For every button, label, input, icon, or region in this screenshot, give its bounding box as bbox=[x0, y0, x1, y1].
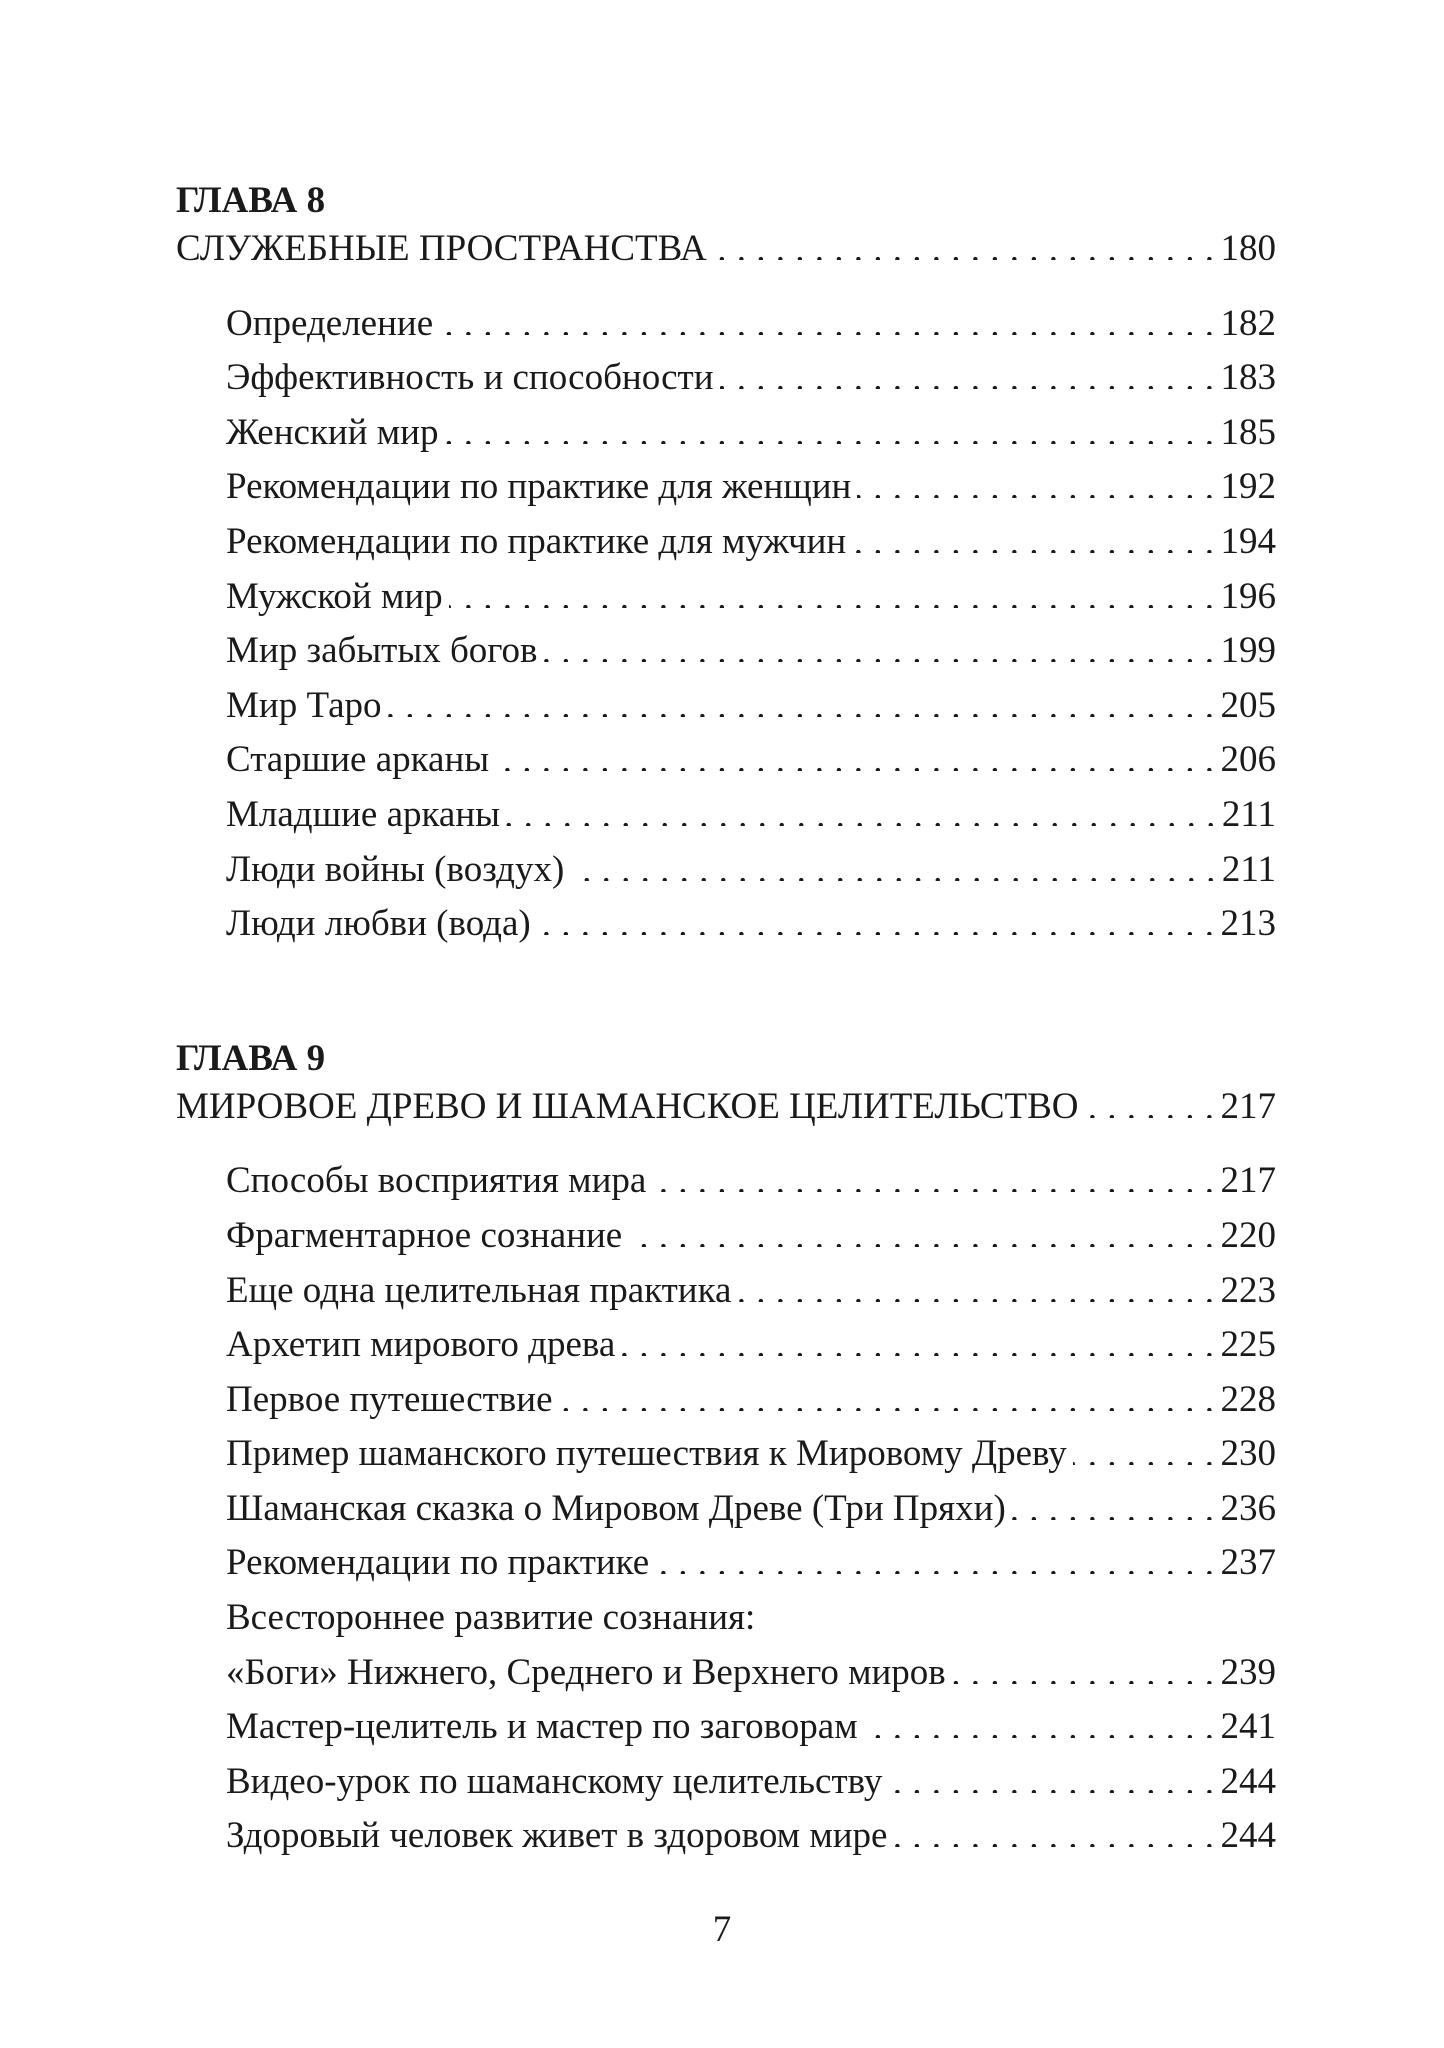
toc-entry[interactable] bbox=[176, 1482, 1276, 1537]
page-number: 241 bbox=[1220, 1706, 1276, 1748]
page-number: 182 bbox=[1220, 302, 1276, 344]
dot-leader bbox=[713, 223, 1215, 260]
page-number: 180 bbox=[1220, 228, 1276, 269]
toc-entry[interactable] bbox=[176, 1373, 1276, 1428]
dot-leader bbox=[655, 1537, 1214, 1574]
page-number: 217 bbox=[1220, 1160, 1276, 1202]
toc-entry[interactable] bbox=[176, 1427, 1276, 1482]
toc-entry[interactable] bbox=[176, 1536, 1276, 1591]
page-number: 211 bbox=[1221, 848, 1276, 890]
page-number: 213 bbox=[1220, 903, 1276, 945]
dot-leader bbox=[852, 516, 1214, 553]
toc-entry[interactable] bbox=[176, 1646, 1276, 1701]
toc-entry[interactable] bbox=[176, 1700, 1276, 1755]
dot-leader bbox=[444, 407, 1214, 444]
page-number: 244 bbox=[1220, 1815, 1276, 1857]
dot-leader bbox=[857, 461, 1214, 498]
toc-entry-line[interactable]: Всестороннее развитие сознания: bbox=[226, 1597, 756, 1639]
toc-entry[interactable] bbox=[176, 788, 1276, 843]
page-number: 205 bbox=[1220, 684, 1276, 726]
entry-title: Рекомендации по практике для мужчин bbox=[226, 520, 847, 562]
entry-title: Женский мир bbox=[226, 411, 439, 453]
page-number: 192 bbox=[1220, 466, 1276, 508]
entry-title: Архетип мирового древа bbox=[226, 1324, 616, 1366]
page-number: 239 bbox=[1220, 1651, 1276, 1693]
entry-title: Рекомендации по практике для женщин bbox=[226, 466, 852, 508]
toc-entry[interactable] bbox=[176, 570, 1276, 625]
dot-leader bbox=[495, 734, 1214, 771]
page-number: 194 bbox=[1220, 520, 1276, 562]
toc-entry[interactable] bbox=[176, 1264, 1276, 1319]
page-number: 211 bbox=[1221, 793, 1276, 835]
dot-leader bbox=[864, 1701, 1215, 1738]
dot-leader bbox=[621, 1319, 1214, 1356]
table-of-contents bbox=[176, 170, 1276, 1864]
dot-leader bbox=[537, 898, 1215, 935]
toc-entry[interactable] bbox=[176, 1755, 1276, 1810]
dot-leader bbox=[1012, 1483, 1215, 1520]
toc-entry[interactable] bbox=[176, 843, 1276, 898]
page-number: 244 bbox=[1220, 1760, 1276, 1802]
entry-title: Эффективность и способности bbox=[226, 357, 714, 399]
chapter-label: ГЛАВА 8 bbox=[176, 180, 326, 221]
entry-title: Фрагментарное сознание bbox=[226, 1214, 623, 1256]
spacer bbox=[176, 277, 1276, 297]
page-number: 183 bbox=[1220, 357, 1276, 399]
page-number: 217 bbox=[1220, 1085, 1276, 1127]
page-number: 199 bbox=[1220, 630, 1276, 672]
dot-leader bbox=[893, 1810, 1214, 1847]
chapter-title-row[interactable] bbox=[176, 222, 1276, 277]
entry-title: Еще одна целительная практика bbox=[226, 1269, 732, 1311]
page-number: 196 bbox=[1220, 575, 1276, 617]
entry-title: Люди любви (вода) bbox=[226, 903, 531, 945]
dot-leader bbox=[628, 1210, 1214, 1247]
entry-title: Шаманская сказка о Мировом Древе (Три Пряхи) bbox=[226, 1487, 1006, 1529]
chapter-title: СЛУЖЕБНЫЕ ПРОСТРАНСТВА bbox=[176, 228, 707, 269]
dot-leader bbox=[439, 298, 1214, 335]
entry-title: Люди войны (воздух) bbox=[226, 848, 565, 890]
entry-title: Пример шаманского путешествия к Мировому Древу bbox=[226, 1433, 1067, 1475]
entry-title: «Боги» Нижнего, Среднего и Верхнего миров bbox=[226, 1651, 946, 1693]
page-number: 237 bbox=[1220, 1542, 1276, 1584]
spacer bbox=[176, 952, 1276, 1028]
toc-entry[interactable] bbox=[176, 1154, 1276, 1209]
toc-entry[interactable] bbox=[176, 897, 1276, 952]
spacer bbox=[176, 1134, 1276, 1154]
page-number: 206 bbox=[1220, 739, 1276, 781]
entry-title: Мастер-целитель и мастер по заговорам bbox=[226, 1706, 858, 1748]
toc-entry[interactable] bbox=[176, 1809, 1276, 1864]
toc-entry[interactable] bbox=[176, 297, 1276, 352]
toc-entry[interactable] bbox=[176, 1318, 1276, 1373]
dot-leader bbox=[449, 571, 1215, 608]
toc-entry[interactable] bbox=[176, 460, 1276, 515]
dot-leader bbox=[544, 625, 1215, 662]
page-number: 230 bbox=[1220, 1433, 1276, 1475]
page-number: 223 bbox=[1220, 1269, 1276, 1311]
chapter-title: МИРОВОЕ ДРЕВО И ШАМАНСКОЕ ЦЕЛИТЕЛЬСТВО bbox=[176, 1085, 1079, 1127]
entry-title: Мир Таро bbox=[226, 684, 382, 726]
entry-title: Младшие арканы bbox=[226, 793, 500, 835]
entry-title: Видео-урок по шаманскому целительству bbox=[226, 1760, 883, 1802]
toc-entry[interactable] bbox=[176, 733, 1276, 788]
page-number: 225 bbox=[1220, 1324, 1276, 1366]
page-number: 236 bbox=[1220, 1487, 1276, 1529]
chapter-title-row[interactable] bbox=[176, 1080, 1276, 1135]
toc-entry[interactable] bbox=[176, 679, 1276, 734]
dot-leader bbox=[388, 680, 1215, 717]
toc-entry[interactable] bbox=[176, 406, 1276, 461]
chapter-label: ГЛАВА 9 bbox=[176, 1037, 326, 1079]
page-number: 185 bbox=[1220, 411, 1276, 453]
dot-leader bbox=[652, 1155, 1214, 1192]
dot-leader bbox=[570, 844, 1216, 881]
entry-title: Способы восприятия мира bbox=[226, 1160, 647, 1202]
dot-leader bbox=[506, 789, 1216, 826]
entry-title: Рекомендации по практике bbox=[226, 1542, 650, 1584]
page-folio-number: 7 bbox=[712, 1909, 732, 1950]
dot-leader bbox=[1085, 1081, 1215, 1118]
entry-title: Здоровый человек живет в здоровом мире bbox=[226, 1815, 888, 1857]
entry-title: Первое путешествие bbox=[226, 1378, 553, 1420]
dot-leader bbox=[720, 352, 1215, 389]
entry-title: Старшие арканы bbox=[226, 739, 490, 781]
dot-leader bbox=[737, 1265, 1214, 1302]
dot-leader bbox=[1073, 1428, 1215, 1465]
toc-entry[interactable] bbox=[176, 624, 1276, 679]
dot-leader bbox=[888, 1756, 1214, 1793]
dot-leader bbox=[952, 1647, 1215, 1684]
dot-leader bbox=[559, 1374, 1215, 1411]
toc-entry[interactable] bbox=[176, 1209, 1276, 1264]
entry-title: Мужской мир bbox=[226, 575, 443, 617]
page-number: 228 bbox=[1220, 1378, 1276, 1420]
entry-title: Определение bbox=[226, 302, 434, 344]
page-number: 220 bbox=[1220, 1214, 1276, 1256]
toc-entry[interactable] bbox=[176, 515, 1276, 570]
toc-entry[interactable] bbox=[176, 351, 1276, 406]
entry-title: Мир забытых богов bbox=[226, 630, 538, 672]
